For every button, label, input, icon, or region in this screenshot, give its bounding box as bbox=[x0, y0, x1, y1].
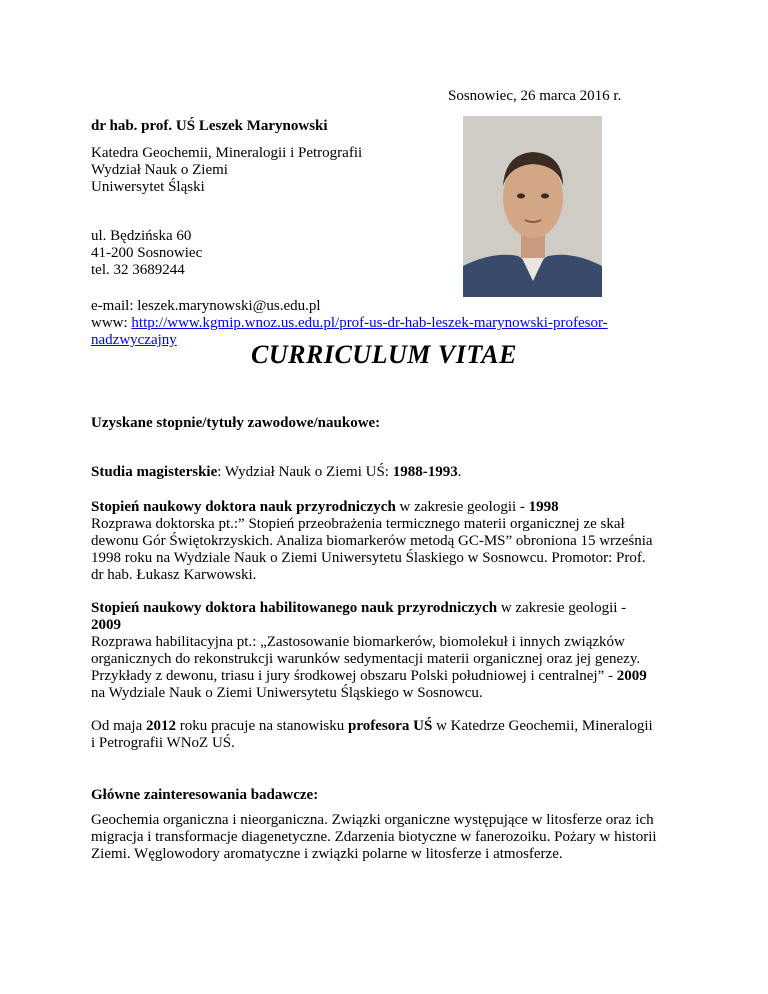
place-date: Sosnowiec, 26 marca 2016 r. bbox=[448, 88, 622, 104]
position-line: Od maja 2012 roku pracuje na stanowisku profesora UŚ w Katedrze Geochemii, Mineralogii bbox=[91, 718, 653, 734]
portrait-photo bbox=[463, 116, 602, 297]
phd-line: 1998 roku na Wydziale Nauk o Ziemi Uniwersytetu Ślaskiego w Sosnowcu. Promotor: Prof. bbox=[91, 550, 646, 566]
interests-block bbox=[91, 812, 657, 863]
degrees-heading: Uzyskane stopnie/tytuły zawodowe/naukowe: bbox=[91, 415, 381, 431]
interests-line: Geochemia organiczna i nieorganiczna. Związki organiczne występujące w litosferze oraz ich bbox=[91, 812, 654, 828]
phd-line: dewonu Gór Świętokrzyskich. Analiza biomarkerów metodą GC-MS” obroniona 15 września bbox=[91, 533, 653, 549]
www-label: www: bbox=[91, 315, 132, 331]
author-name: dr hab. prof. UŚ Leszek Marynowski bbox=[91, 118, 328, 134]
phd-heading: Stopień naukowy doktora nauk przyrodniczych w zakresie geologii - 1998 bbox=[91, 499, 559, 515]
habilitation-year: 2009 bbox=[91, 617, 121, 633]
address-block bbox=[91, 228, 202, 279]
affiliation-line: Wydział Nauk o Ziemi bbox=[91, 162, 228, 178]
habilitation-block bbox=[91, 600, 647, 702]
website-link[interactable]: http://www.kgmip.wnoz.us.edu.pl/prof-us-dr-hab-leszek-marynowski-profesor- bbox=[131, 315, 608, 331]
document-title: CURRICULUM VITAE bbox=[251, 340, 517, 369]
interests-line: migracja i transformacje diagenetyczne. Zdarzenia biotyczne w fanerozoiku. Pożary w historii bbox=[91, 829, 657, 845]
habilitation-line: na Wydziale Nauk o Ziemi Uniwersytetu Śląskiego w Sosnowcu. bbox=[91, 685, 483, 701]
email-line: e-mail: leszek.marynowski@us.edu.pl bbox=[91, 298, 321, 314]
habilitation-line: organicznych do rekonstrukcji warunków sedymentacji materii organicznej oraz jej genezy. bbox=[91, 651, 641, 667]
habilitation-heading: Stopień naukowy doktora habilitowanego nauk przyrodniczych w zakresie geologii - bbox=[91, 600, 627, 616]
phd-block bbox=[91, 499, 653, 584]
interests-line: Ziemi. Węglowodory aromatyczne i związki polarne w litosferze i atmosferze. bbox=[91, 846, 563, 862]
address-line: 41-200 Sosnowiec bbox=[91, 245, 203, 261]
affiliation-block bbox=[91, 145, 362, 196]
website-link-continued[interactable]: nadzwyczajny bbox=[91, 332, 177, 348]
habilitation-line: Przykłady z dewonu, triasu i jury środkowej obszaru Polski południowej i centralnej” - 2009 bbox=[91, 668, 647, 684]
www-line bbox=[91, 315, 608, 332]
address-line: ul. Będzińska 60 bbox=[91, 228, 192, 244]
habilitation-line: Rozprawa habilitacyjna pt.: „Zastosowanie biomarkerów, biomolekuł i innych związków bbox=[91, 634, 625, 650]
position-line: i Petrografii WNoZ UŚ. bbox=[91, 735, 235, 751]
masters-line: Studia magisterskie: Wydział Nauk o Ziemi UŚ: 1988-1993. bbox=[91, 464, 462, 480]
affiliation-line: Uniwersytet Śląski bbox=[91, 179, 205, 195]
phone-line: tel. 32 3689244 bbox=[91, 262, 185, 278]
phd-line: Rozprawa doktorska pt.:” Stopień przeobrażenia termicznego materii organicznej ze skał bbox=[91, 516, 625, 532]
interests-heading: Główne zainteresowania badawcze: bbox=[91, 787, 319, 803]
position-block bbox=[91, 718, 653, 752]
phd-line: dr hab. Łukasz Karwowski. bbox=[91, 567, 257, 583]
affiliation-line: Katedra Geochemii, Mineralogii i Petrografii bbox=[91, 145, 363, 161]
